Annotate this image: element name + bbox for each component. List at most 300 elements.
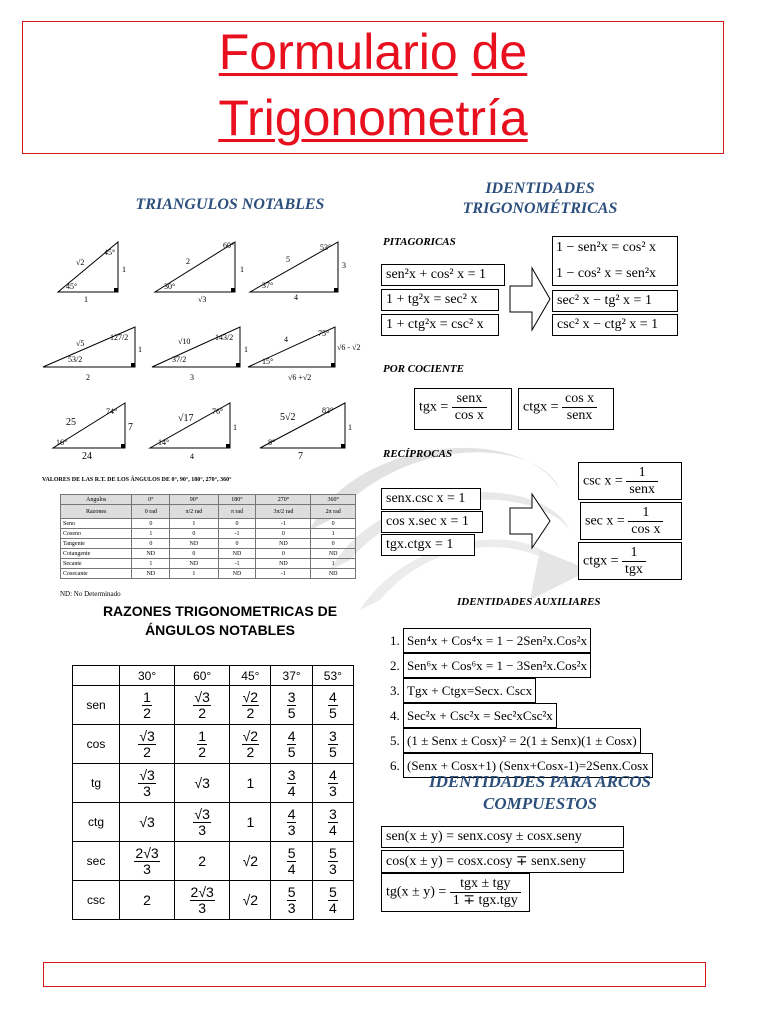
tri4-base: 2 [86, 373, 90, 382]
tri1-base: 1 [84, 295, 88, 304]
rz-cell [312, 803, 353, 842]
razones-heading-line1: RAZONES TRIGONOMETRICAS DE [102, 603, 338, 619]
rt-cell: 1 [311, 529, 356, 539]
frac-numerator: 4 [287, 805, 296, 822]
triangle-4 [43, 327, 142, 382]
tri3-top: 53° [320, 243, 332, 252]
compuestos-tg-lhs: tg(x ± y) = [386, 884, 447, 900]
frac-numerator: √3 [139, 766, 155, 783]
rz-fraction [328, 768, 338, 799]
identidades-heading-line2: TRIGONOMÉTRICAS [462, 200, 618, 217]
rz-cell [271, 803, 312, 842]
frac-denominator: 2 [246, 743, 255, 760]
rz-cell [230, 842, 271, 881]
rz-cell [175, 881, 230, 920]
tri2-side: 1 [240, 265, 244, 274]
rt-corner-bottom: Razones [61, 505, 132, 519]
rz-cell [120, 842, 175, 881]
reciprocas-label: RECÍPROCAS [383, 448, 453, 460]
frac-numerator: √3 [194, 688, 210, 705]
table-row [61, 549, 356, 559]
rt-table-caption: VALORES DE LAS R.T. DE LOS ÁNGULOS DE 0°, 90°, 180°, 270°, 360° [42, 477, 232, 483]
reciprocas-right-1-frac [626, 465, 658, 498]
frac-numerator: 3 [287, 688, 296, 705]
tri8-base: 4 [190, 452, 194, 461]
table-row [73, 842, 354, 881]
title-word-formulario: Formulario [218, 24, 458, 80]
frac-denominator: 2 [198, 743, 207, 760]
tri8-ang: 14° [158, 438, 170, 447]
frac-numerator: 5 [328, 883, 337, 900]
frac-numerator: 3 [287, 766, 296, 783]
cociente-tg-lhs: tgx = [419, 399, 449, 415]
frac-numerator: 1 [628, 505, 663, 522]
rz-value: 1 [246, 814, 255, 830]
frac-denominator: 3 [287, 821, 296, 838]
rz-fraction [242, 690, 259, 721]
tri7-base: 24 [82, 451, 92, 462]
razones-heading-line2: ÁNGULOS NOTABLES [145, 622, 295, 638]
rt-row-name: Secante [61, 559, 132, 569]
rt-cell: 1 [132, 559, 170, 569]
pitagoricas-left-3: 1 + ctg²x = csc² x [381, 314, 499, 336]
rz-fraction [142, 690, 152, 721]
rz-value: √2 [242, 892, 259, 908]
frac-denominator: 3 [328, 860, 337, 877]
frac-numerator: 1 [198, 727, 207, 744]
tri7-side: 7 [128, 422, 133, 433]
tri3-hyp: 5 [286, 255, 290, 264]
aux-formula: Tgx + Ctgx=Secx. Cscx [403, 678, 536, 703]
rt-row-name: Cotangente [61, 549, 132, 559]
rz-col-header: 37° [271, 666, 312, 686]
rz-cell [120, 686, 175, 725]
rz-fraction [287, 690, 297, 721]
aux-number: 3. [390, 683, 400, 698]
pitagoricas-right-3: sec² x − tg² x = 1 [552, 290, 678, 312]
table-row [61, 569, 356, 579]
rt-cell: -1 [256, 569, 311, 579]
frac-numerator: 4 [287, 727, 296, 744]
rt-cell: 1 [311, 559, 356, 569]
title-word-trigonometria: Trigonometría [218, 90, 528, 146]
frac-denominator: 3 [287, 899, 296, 916]
triangle-8 [150, 403, 237, 461]
triangle-6 [248, 327, 360, 382]
rz-cell [175, 725, 230, 764]
arrow-right-icon [508, 266, 552, 332]
table-row [73, 725, 354, 764]
reciprocas-right-1 [578, 462, 682, 500]
rz-fraction [287, 846, 297, 877]
frac-numerator: 2√3 [190, 883, 214, 900]
tri4-side: 1 [138, 345, 142, 354]
page-title-line1 [0, 22, 746, 82]
rt-cell: 0 [218, 519, 256, 529]
frac-denominator: 1 ∓ tgx.tgy [452, 893, 518, 908]
tri7-ang: 16° [56, 438, 68, 447]
rz-row-name: ctg [73, 803, 120, 842]
rt-angle: 360° [311, 495, 356, 505]
rz-value: √3 [194, 775, 210, 791]
reciprocas-right-2-frac [628, 505, 663, 538]
rt-cell: -1 [256, 519, 311, 529]
frac-numerator: √3 [194, 805, 210, 822]
frac-denominator: 3 [328, 782, 337, 799]
pitagoricas-right-2: 1 − cos² x = sen²x [556, 266, 657, 281]
aux-formula: (Senx + Cosx+1) (Senx+Cosx-1)=2Senx.Cosx [403, 753, 653, 778]
frac-denominator: 4 [328, 821, 337, 838]
triangle-1 [58, 242, 126, 304]
rz-value: 2 [143, 892, 151, 908]
rt-cell: 0 [311, 539, 356, 549]
rt-rad: π/2 rad [170, 505, 218, 519]
cociente-tg [414, 388, 512, 430]
frac-denominator: 4 [287, 782, 296, 799]
rz-value: √3 [139, 814, 155, 830]
rz-col-header: 53° [312, 666, 353, 686]
tri4-hyp: √5 [76, 339, 85, 348]
rt-cell: -1 [218, 559, 256, 569]
rz-cell [120, 725, 175, 764]
rt-cell: ND [170, 559, 218, 569]
identidades-heading-line1: IDENTIDADES [485, 180, 595, 197]
rt-cell: 0 [132, 519, 170, 529]
frac-numerator: 3 [328, 727, 337, 744]
rz-cell [271, 764, 312, 803]
rz-cell [230, 725, 271, 764]
rt-cell: 1 [170, 519, 218, 529]
table-row [61, 539, 356, 549]
rz-cell [230, 686, 271, 725]
rz-col-header: 60° [175, 666, 230, 686]
frac-denominator: 4 [287, 860, 296, 877]
tri4-top: 127/2 [110, 333, 129, 342]
tri6-top: 75° [318, 329, 330, 338]
rz-fraction [190, 885, 215, 916]
compuestos-cos: cos(x ± y) = cosx.cosy ∓ senx.seny [381, 850, 624, 873]
pitagoricas-label: PITAGORICAS [383, 236, 456, 248]
cociente-label: POR COCIENTE [383, 363, 464, 375]
triangle-2 [155, 241, 244, 304]
frac-denominator: 3 [143, 860, 151, 877]
reciprocas-left-1: senx.csc x = 1 [381, 488, 481, 510]
rz-fraction [193, 690, 210, 721]
frac-denominator: cos x [454, 408, 484, 423]
tri4-ang: 53/2 [68, 355, 83, 364]
rt-cell: 0 [218, 539, 256, 549]
reciprocas-right-3-frac [622, 545, 646, 578]
rz-fraction [287, 885, 297, 916]
rz-cell [120, 803, 175, 842]
list-item [390, 628, 653, 653]
frac-numerator: 5 [328, 844, 337, 861]
tri1-hyp: √2 [76, 258, 85, 267]
aux-formula: Sen⁴x + Cos⁴x = 1 − 2Sen²x.Cos²x [403, 628, 591, 653]
tri3-ang: 37° [262, 281, 274, 290]
rz-cell [271, 881, 312, 920]
rz-value: 1 [246, 775, 255, 791]
rz-cell [312, 764, 353, 803]
rz-cell [230, 803, 271, 842]
rz-col-header: 30° [120, 666, 175, 686]
rt-angle: 270° [256, 495, 311, 505]
tri6-hyp: 4 [284, 335, 288, 344]
rt-cell: ND [218, 569, 256, 579]
tri9-ang: 8° [268, 438, 276, 447]
rt-cell: 0 [256, 549, 311, 559]
reciprocas-right-2 [580, 502, 682, 540]
rz-row-name: cos [73, 725, 120, 764]
rz-fraction [134, 846, 159, 877]
frac-numerator: √2 [242, 727, 259, 744]
tri6-ang: 15° [262, 357, 274, 366]
table-row [73, 803, 354, 842]
rz-cell [175, 842, 230, 881]
rz-fraction [287, 807, 297, 838]
rz-cell [230, 764, 271, 803]
rt-cell: ND [256, 539, 311, 549]
frac-denominator: 3 [198, 899, 207, 916]
rz-cell [175, 686, 230, 725]
rt-rad: 0 rad [132, 505, 170, 519]
rz-cell [312, 686, 353, 725]
tri1-top: 45° [104, 248, 116, 257]
rt-cell: ND [311, 549, 356, 559]
rz-fraction [193, 807, 210, 838]
rz-row-name: csc [73, 881, 120, 920]
auxiliares-list [390, 628, 653, 778]
frac-numerator: tgx ± tgy [450, 876, 521, 893]
frac-denominator: 5 [287, 743, 296, 760]
list-item [390, 728, 653, 753]
table-row [73, 686, 354, 725]
rt-angle: 90° [170, 495, 218, 505]
footer-frame [43, 962, 706, 987]
compuestos-heading-line2: COMPUESTOS [483, 794, 597, 813]
rt-cell: 0 [311, 519, 356, 529]
tri1-side: 1 [122, 265, 126, 274]
frac-denominator: senx [566, 408, 593, 423]
rt-table-note: ND: No Determinado [60, 590, 121, 598]
reciprocas-left-3: tgx.ctgx = 1 [381, 534, 475, 556]
pitagoricas-left-2: 1 + tg²x = sec² x [381, 289, 499, 311]
aux-number: 2. [390, 658, 400, 673]
frac-denominator: 4 [328, 899, 337, 916]
tri1-ang: 45° [66, 282, 78, 291]
rt-cell: ND [218, 549, 256, 559]
frac-denominator: 3 [143, 782, 151, 799]
tri9-hyp: 5√2 [280, 412, 296, 423]
rz-cell [230, 881, 271, 920]
arrow-right-icon [508, 492, 552, 550]
rz-fraction [328, 885, 338, 916]
rz-row-name: sen [73, 686, 120, 725]
pitagoricas-right-4: csc² x − ctg² x = 1 [552, 314, 678, 336]
tri9-top: 82° [322, 406, 334, 415]
cociente-ctg-frac [562, 391, 597, 424]
reciprocas-right-3-lhs: ctgx = [583, 553, 619, 569]
aux-number: 1. [390, 633, 400, 648]
frac-denominator: tgx [625, 562, 643, 577]
rt-cell: 0 [170, 529, 218, 539]
frac-denominator: 3 [198, 821, 207, 838]
list-item [390, 653, 653, 678]
frac-numerator: cos x [562, 391, 597, 408]
rz-cell [271, 842, 312, 881]
frac-denominator: 2 [143, 704, 151, 721]
rz-cell [271, 725, 312, 764]
compuestos-sen: sen(x ± y) = senx.cosy ± cosx.seny [381, 826, 624, 848]
rz-cell [120, 881, 175, 920]
rz-fraction [328, 807, 338, 838]
rt-rad: π rad [218, 505, 256, 519]
rt-cell: ND [132, 549, 170, 559]
table-row [61, 559, 356, 569]
rt-values-table [60, 494, 356, 579]
rz-cell [312, 842, 353, 881]
tri8-hyp: √17 [178, 413, 194, 424]
frac-denominator: 2 [198, 704, 207, 721]
tri7-hyp: 25 [66, 417, 76, 428]
frac-denominator: 2 [143, 743, 151, 760]
rz-fraction [287, 768, 297, 799]
triangle-7 [53, 403, 133, 462]
rt-cell: -1 [218, 529, 256, 539]
reciprocas-right-2-lhs: sec x = [585, 513, 625, 529]
rz-col-header: 45° [230, 666, 271, 686]
tri9-base: 7 [298, 451, 303, 462]
frac-numerator: 4 [328, 688, 337, 705]
frac-numerator: 5 [287, 844, 296, 861]
compuestos-tg-frac [450, 876, 521, 909]
rt-row-name: Seno [61, 519, 132, 529]
tri9-side: 1 [348, 423, 352, 432]
rt-cell: 0 [170, 549, 218, 559]
frac-numerator: 5 [287, 883, 296, 900]
rz-row-name: tg [73, 764, 120, 803]
tri2-ang: 30° [164, 282, 176, 291]
frac-denominator: 5 [328, 743, 337, 760]
frac-numerator: 2√3 [135, 844, 159, 861]
compuestos-tg [381, 873, 530, 912]
rz-fraction [328, 690, 338, 721]
auxiliares-label: IDENTIDADES AUXILIARES [457, 596, 601, 608]
razones-table [72, 665, 354, 920]
rt-cell: 1 [132, 529, 170, 539]
tri5-ang: 37/2 [172, 355, 187, 364]
pitagoricas-right-1: 1 − sen²x = cos² x [556, 240, 657, 255]
rt-row-name: Coseno [61, 529, 132, 539]
frac-numerator: senx [452, 391, 487, 408]
frac-denominator: 5 [287, 704, 296, 721]
identidades-heading [400, 179, 680, 219]
tri8-side: 1 [233, 423, 237, 432]
tri3-side: 3 [342, 261, 346, 270]
triangle-3 [250, 242, 346, 302]
rt-corner-top: Angulos [61, 495, 132, 505]
table-row [73, 764, 354, 803]
rz-cell [271, 686, 312, 725]
frac-denominator: cos x [631, 522, 661, 537]
frac-denominator: 5 [328, 704, 337, 721]
rz-fraction [138, 768, 155, 799]
rz-fraction [287, 729, 297, 760]
rz-fraction [328, 846, 338, 877]
frac-numerator: 1 [622, 545, 646, 562]
tri5-base: 3 [190, 373, 194, 382]
aux-formula: Sec²x + Csc²x = Sec²xCsc²x [403, 703, 557, 728]
tri7-top: 74° [106, 407, 118, 416]
list-item [390, 703, 653, 728]
rt-cell: 0 [132, 539, 170, 549]
frac-numerator: √2 [242, 688, 259, 705]
rz-cell [175, 803, 230, 842]
rt-row-name: Tangente [61, 539, 132, 549]
frac-denominator: senx [629, 482, 655, 497]
frac-numerator: 3 [328, 805, 337, 822]
tri5-side: 1 [244, 345, 248, 354]
rt-rad: 2π rad [311, 505, 356, 519]
aux-number: 6. [390, 758, 400, 773]
list-item [390, 678, 653, 703]
rz-fraction [242, 729, 259, 760]
rt-cell: 0 [256, 529, 311, 539]
rz-cell [312, 881, 353, 920]
rz-fraction [328, 729, 338, 760]
rz-value: √2 [242, 853, 259, 869]
rt-row-name: Cosecante [61, 569, 132, 579]
tri2-top: 60° [223, 241, 235, 250]
cociente-ctg-lhs: ctgx = [523, 399, 559, 415]
rt-cell: ND [170, 539, 218, 549]
tri3-base: 4 [294, 293, 298, 302]
tri8-top: 76° [212, 407, 224, 416]
pitagoricas-left-1: sen²x + cos² x = 1 [381, 264, 505, 286]
frac-numerator: 1 [143, 688, 151, 705]
tri2-hyp: 2 [186, 257, 190, 266]
aux-formula: Sen⁶x + Cos⁶x = 1 − 3Sen²x.Cos²x [403, 653, 591, 678]
tri5-top: 143/2 [215, 333, 234, 342]
frac-numerator: √3 [139, 727, 155, 744]
cociente-ctg [518, 388, 614, 430]
triangles-figure [40, 230, 370, 470]
aux-number: 4. [390, 708, 400, 723]
tri2-base: √3 [198, 295, 207, 304]
rz-value: 2 [198, 853, 207, 869]
rt-cell: ND [132, 569, 170, 579]
cociente-tg-frac [452, 391, 487, 424]
table-row [61, 529, 356, 539]
frac-numerator: 4 [328, 766, 337, 783]
rt-cell: 1 [170, 569, 218, 579]
reciprocas-right-3 [578, 542, 682, 580]
frac-numerator: 1 [626, 465, 658, 482]
triangle-5 [152, 327, 248, 382]
aux-number: 5. [390, 733, 400, 748]
rt-cell: ND [311, 569, 356, 579]
rz-row-name: sec [73, 842, 120, 881]
rt-angle: 180° [218, 495, 256, 505]
compuestos-heading-line1: IDENTIDADES PARA ARCOS [428, 772, 651, 791]
triangle-9 [260, 403, 352, 462]
reciprocas-left-2: cos x.sec x = 1 [381, 511, 483, 533]
rz-cell [175, 764, 230, 803]
tri6-side: √6 - √2 [337, 343, 361, 352]
rt-cell: ND [256, 559, 311, 569]
compuestos-heading [390, 771, 690, 815]
rz-cell [312, 725, 353, 764]
